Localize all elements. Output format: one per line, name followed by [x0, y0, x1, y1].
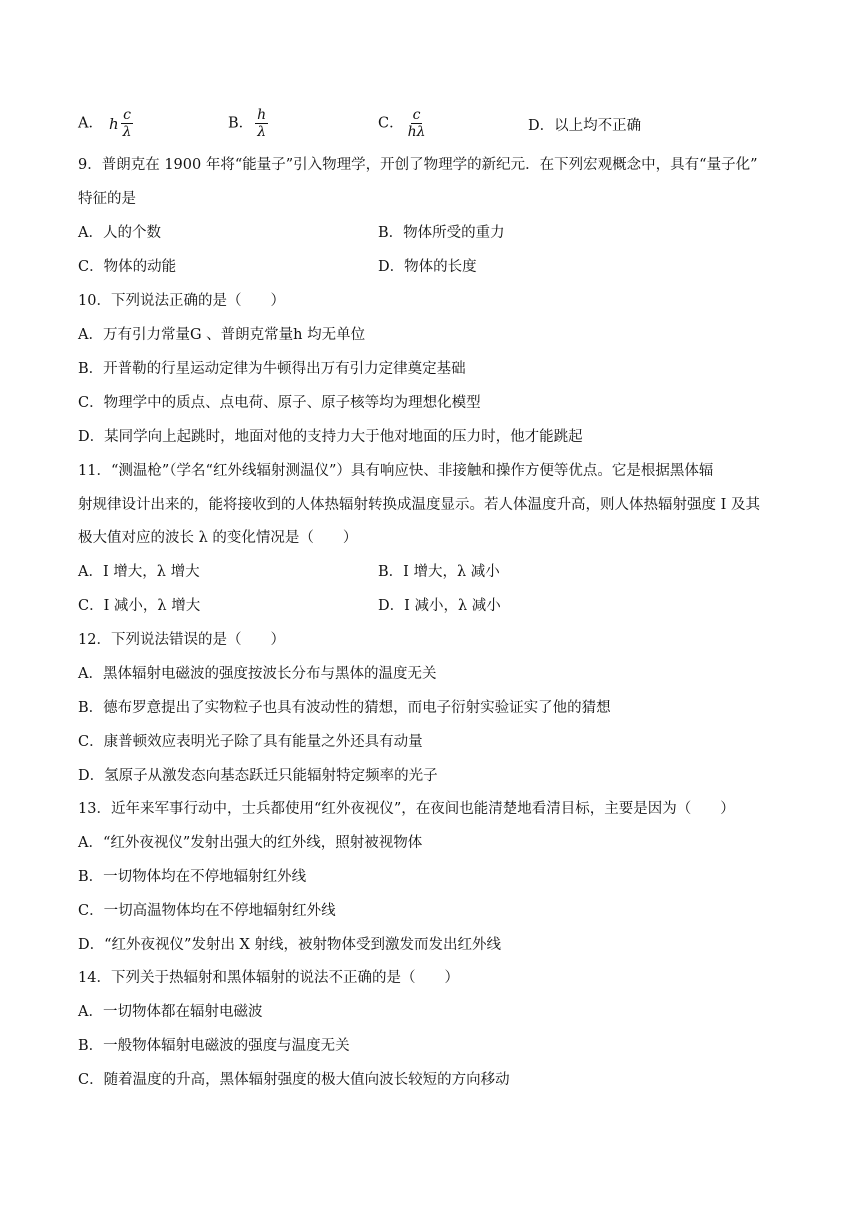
fraction-numerator: c: [412, 107, 421, 123]
q10-option-b: B．开普勒的行星运动定律为牛顿得出万有引力定律奠定基础: [78, 361, 466, 377]
q9-option-a: A．人的个数: [78, 225, 161, 241]
q9-option-b: B．物体所受的重力: [378, 225, 505, 241]
q13-option-a: A．“红外夜视仪”发射出强大的红外线，照射被视物体: [78, 835, 423, 851]
fraction: [121, 107, 134, 140]
q14-option-c: C．随着温度的升高，黑体辐射强度的极大值向波长较短的方向移动: [78, 1072, 510, 1088]
q11-option-c: C．I 减小，λ 增大: [78, 598, 201, 614]
q9-option-d: D．物体的长度: [378, 259, 477, 275]
fraction-denominator: hλ: [407, 124, 426, 140]
q10-option-a: A．万有引力常量G 、普朗克常量h 均无单位: [78, 327, 366, 343]
q11-stem-line-1: 11．“测温枪”（学名“红外线辐射测温仪”）具有响应快、非接触和操作方便等优点。它是根据黑体辐: [78, 463, 714, 479]
fraction: [406, 107, 428, 140]
option-label: A．: [78, 115, 103, 132]
q12-option-d: D．氢原子从激发态向基态跃迁只能辐射特定频率的光子: [78, 768, 438, 784]
q10-stem: 10．下列说法正确的是（ ）: [78, 293, 285, 309]
fraction-numerator: h: [257, 107, 267, 123]
q13-stem: 13．近年来军事行动中，士兵都使用“红外夜视仪”，在夜间也能清楚地看清目标，主要是因为（ ）: [78, 801, 735, 817]
q9-option-c: C．物体的动能: [78, 259, 177, 275]
q11-option-d: D．I 减小，λ 减小: [378, 598, 501, 614]
q8-option-a: [78, 107, 136, 140]
q10-option-c: C．物理学中的质点、点电荷、原子、原子核等均为理想化模型: [78, 395, 481, 411]
q14-stem: 14．下列关于热辐射和黑体辐射的说法不正确的是（ ）: [78, 970, 459, 986]
q14-option-a: A．一切物体都在辐射电磁波: [78, 1004, 263, 1020]
option-label: B．: [228, 115, 254, 132]
option-text: 以上均不正确: [554, 118, 642, 134]
q11-stem-line-2: 射规律设计出来的，能将接收到的人体热辐射转换成温度显示。若人体温度升高，则人体热辐射强度 I 及其: [78, 497, 760, 513]
option-label: D．: [528, 118, 555, 134]
q8-option-b: [228, 107, 270, 140]
q13-option-c: C．一切高温物体均在不停地辐射红外线: [78, 903, 336, 919]
fraction-numerator: c: [123, 107, 132, 123]
q8-option-d: [528, 116, 641, 136]
q11-stem-line-3: 极大值对应的波长 λ 的变化情况是（ ）: [78, 530, 358, 546]
q9-stem-line-1: 9．普朗克在 1900 年将“能量子”引入物理学，开创了物理学的新纪元．在下列宏观概念中，具有“量子化”: [78, 157, 758, 173]
formula-prefix: h: [108, 114, 119, 133]
q12-stem: 12．下列说法错误的是（ ）: [78, 632, 285, 648]
q14-option-b: B．一般物体辐射电磁波的强度与温度无关: [78, 1038, 350, 1054]
q13-option-d: D．“红外夜视仪”发射出 X 射线，被射物体受到激发而发出红外线: [78, 937, 501, 953]
q12-option-c: C．康普顿效应表明光子除了具有能量之外还具有动量: [78, 734, 423, 750]
q8-option-c: [378, 107, 430, 140]
fraction-denominator: λ: [122, 124, 132, 140]
option-label: C．: [378, 115, 404, 132]
q9-stem-line-2: 特征的是: [78, 191, 136, 207]
q12-option-a: A．黑体辐射电磁波的强度按波长分布与黑体的温度无关: [78, 666, 437, 682]
fraction-denominator: λ: [257, 124, 267, 140]
fraction: [255, 107, 268, 140]
q13-option-b: B．一切物体均在不停地辐射红外线: [78, 869, 307, 885]
q11-option-a: A．I 增大，λ 增大: [78, 564, 200, 580]
q11-option-b: B．I 增大，λ 减小: [378, 564, 500, 580]
q12-option-b: B．德布罗意提出了实物粒子也具有波动性的猜想，而电子衍射实验证实了他的猜想: [78, 700, 611, 716]
q10-option-d: D．某同学向上起跳时，地面对他的支持力大于他对地面的压力时，他才能跳起: [78, 429, 583, 445]
